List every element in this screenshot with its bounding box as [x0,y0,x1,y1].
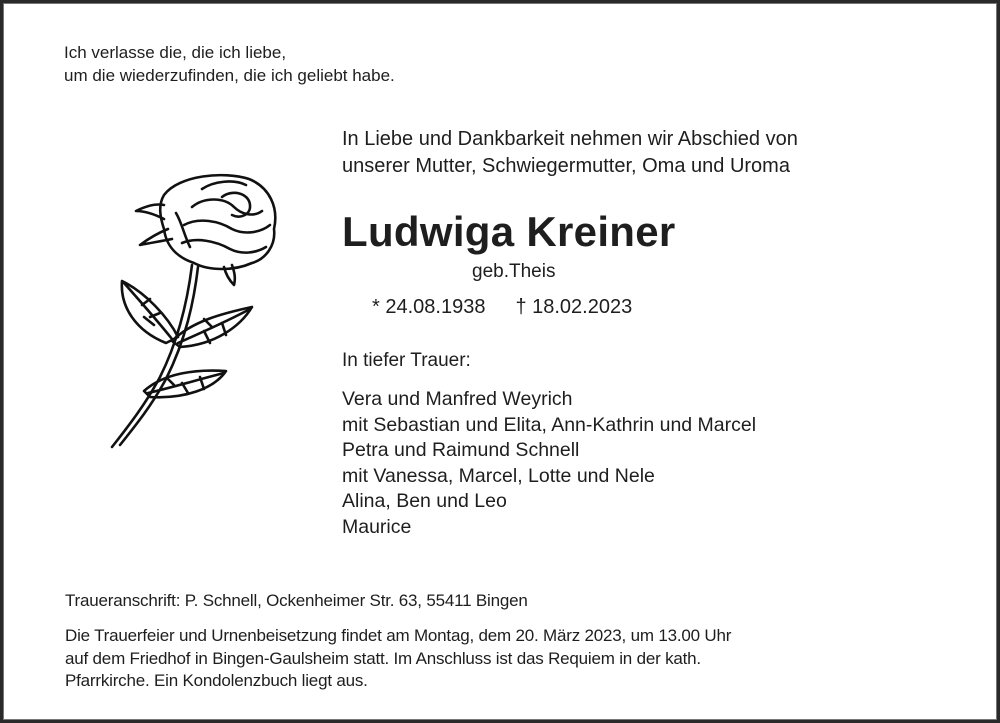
mourner-line: Vera und Manfred Weyrich [342,388,573,410]
deceased-name: Ludwiga Kreiner [342,208,676,255]
mourner-line: Petra und Raimund Schnell [342,439,580,462]
service-line: Die Trauerfeier und Urnenbeisetzung findet am Montag, dem 20. März 2023, um 13.00 Uhr [65,626,732,645]
service-details [65,625,731,693]
mourner-line: mit Sebastian und Elita, Ann-Kathrin und Marcel [342,413,757,436]
mourning-heading: In tiefer Trauer: [342,350,471,371]
mourning-address: Traueranschrift: P. Schnell, Ockenheimer Str. 63, 55411 Bingen [65,591,528,610]
maiden-name: geb.Theis [472,261,556,282]
death-date: † 18.02.2023 [515,296,633,318]
mourner-line: Maurice [342,515,412,538]
intro-line: unserer Mutter, Schwiegermutter, Oma und Uroma [342,155,790,177]
life-dates [372,294,632,320]
motto-quote [64,41,395,87]
rose-icon [84,167,284,452]
intro-text [342,126,798,180]
mourner-line: mit Vanessa, Marcel, Lotte und Nele [342,464,655,487]
obituary-notice [3,3,997,720]
service-line: Pfarrkirche. Ein Kondolenzbuch liegt aus. [65,671,368,690]
motto-line: um die wiederzufinden, die ich geliebt habe. [64,66,395,85]
mourners-list [342,387,756,541]
mourner-line: Alina, Ben und Leo [342,490,507,513]
service-line: auf dem Friedhof in Bingen-Gaulsheim statt. Im Anschluss ist das Requiem in der kath. [65,648,701,668]
birth-date: * 24.08.1938 [372,296,486,318]
intro-line: In Liebe und Dankbarkeit nehmen wir Abschied von [342,128,798,150]
motto-line: Ich verlasse die, die ich liebe, [64,43,287,62]
